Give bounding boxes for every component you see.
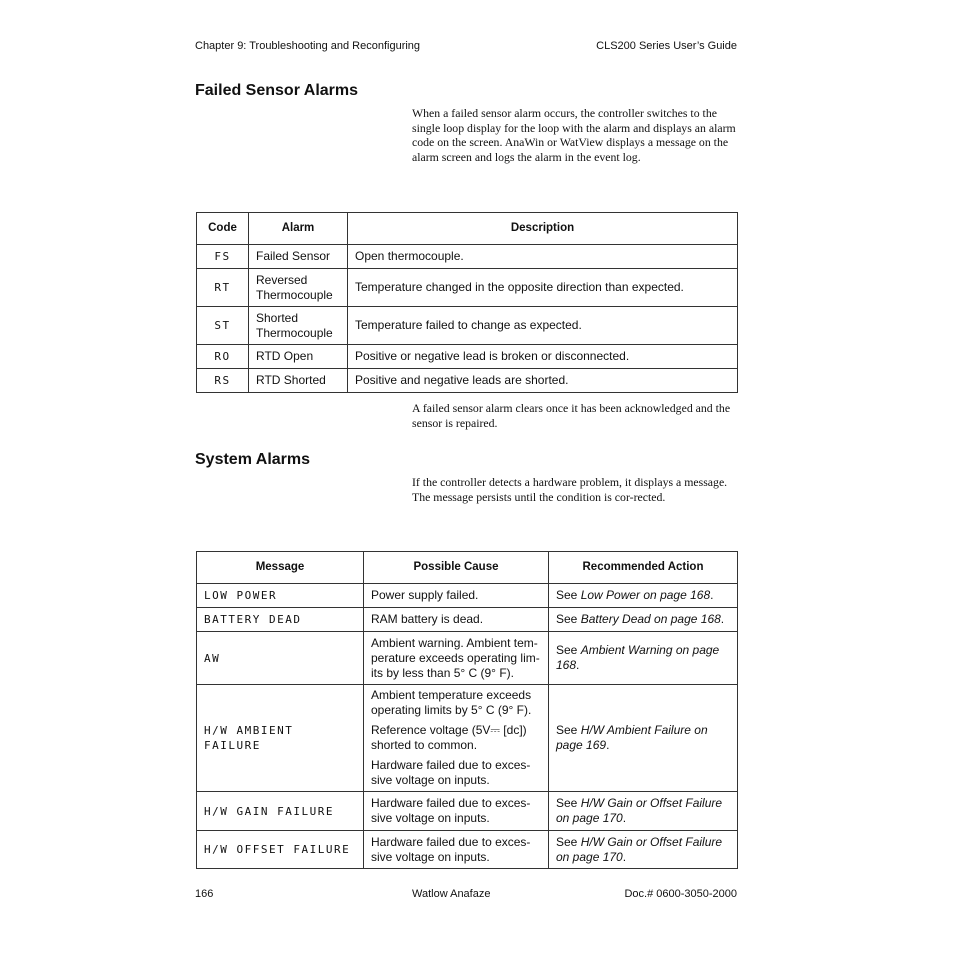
alarm-name: Failed Sensor [249, 245, 348, 269]
cross-reference-link[interactable]: H/W Ambient Failure on page 169 [556, 723, 708, 752]
alarm-name: RTD Open [249, 345, 348, 369]
table-row [197, 685, 738, 792]
running-header-guide: CLS200 Series User’s Guide [596, 40, 737, 52]
table-row [197, 369, 738, 393]
column-header: Possible Cause [364, 552, 549, 584]
alarm-name: Shorted Thermocouple [249, 307, 348, 345]
cross-reference-link[interactable]: H/W Gain or Offset Failure on page 170 [556, 834, 723, 864]
footer-doc-number: Doc.# 0600-3050-2000 [624, 888, 737, 900]
cross-reference-link[interactable]: Ambient Warning on page 168 [556, 643, 720, 672]
table-row [197, 269, 738, 307]
recommended-action: See Ambient Warning on page 168. [549, 632, 738, 685]
table-row [197, 307, 738, 345]
system-alarms-intro: If the controller detects a hardware problem, it displays a message. The message persists until the condition is cor-rected. [412, 475, 728, 504]
alarm-message: BATTERY DEAD [197, 608, 364, 632]
recommended-action: See H/W Ambient Failure on page 169. [549, 685, 738, 792]
alarm-message: H/W GAIN FAILURE [197, 792, 364, 831]
system-alarms-table [196, 551, 738, 869]
alarm-code: RT [197, 269, 249, 307]
alarm-description: Open thermocouple. [348, 245, 738, 269]
column-header: Alarm [249, 213, 348, 245]
table-row [197, 608, 738, 632]
alarm-description: Temperature failed to change as expected. [348, 307, 738, 345]
possible-cause: RAM battery is dead. [364, 608, 549, 632]
column-header: Code [197, 213, 249, 245]
alarm-message: H/W OFFSET FAILURE [197, 831, 364, 869]
alarm-code: RS [197, 369, 249, 393]
alarm-message: LOW POWER [197, 584, 364, 608]
section-title-failed-sensor: Failed Sensor Alarms [195, 82, 359, 99]
column-header: Description [348, 213, 738, 245]
possible-cause: Hardware failed due to exces-sive voltage on inputs. [364, 792, 549, 831]
table-row [197, 792, 738, 831]
cross-reference-link[interactable]: H/W Gain or Offset Failure on page 170 [556, 796, 723, 825]
page-number: 166 [195, 888, 214, 900]
failed-sensor-clear-note: A failed sensor alarm clears once it has been acknowledged and the sensor is repaired. [412, 401, 731, 430]
alarm-description: Positive or negative lead is broken or disconnected. [348, 345, 738, 369]
recommended-action: See H/W Gain or Offset Failure on page 170. [549, 831, 738, 869]
footer-company: Watlow Anafaze [412, 888, 491, 900]
column-header: Message [197, 552, 364, 584]
alarm-code: ST [197, 307, 249, 345]
table-header-row [197, 213, 738, 245]
recommended-action: See H/W Gain or Offset Failure on page 170. [549, 792, 738, 831]
possible-cause: Hardware failed due to exces-sive voltage on inputs. [364, 831, 549, 869]
cross-reference-link[interactable]: Battery Dead on page 168 [580, 612, 721, 626]
possible-cause: Ambient warning. Ambient tem-perature exceeds operating lim-its by less than 5° C (9° F). [364, 632, 549, 685]
alarm-name: RTD Shorted [249, 369, 348, 393]
alarm-message: AW [197, 632, 364, 685]
alarm-message: H/W AMBIENT FAILURE [197, 685, 364, 792]
table-row [197, 345, 738, 369]
table-row [197, 831, 738, 869]
table-row [197, 584, 738, 608]
running-header-chapter: Chapter 9: Troubleshooting and Reconfiguring [195, 40, 421, 52]
alarm-description: Temperature changed in the opposite direction than expected. [348, 269, 738, 307]
table-header-row [197, 552, 738, 584]
possible-cause: Power supply failed. [364, 584, 549, 608]
recommended-action: See Battery Dead on page 168. [549, 608, 738, 632]
cross-reference-link[interactable]: Low Power on page 168 [580, 588, 711, 602]
column-header: Recommended Action [549, 552, 738, 584]
failed-sensor-intro: When a failed sensor alarm occurs, the controller switches to the single loop display for the loop with the alarm and displays an alarm code on the screen. AnaWin or WatView displays a message on the alarm screen and logs the alarm in the event log. [412, 106, 736, 164]
alarm-name: Reversed Thermocouple [249, 269, 348, 307]
alarm-code: FS [197, 245, 249, 269]
recommended-action: See Low Power on page 168. [549, 584, 738, 608]
table-row [197, 245, 738, 269]
failed-sensor-table [196, 212, 738, 393]
alarm-code: RO [197, 345, 249, 369]
table-row [197, 632, 738, 685]
alarm-description: Positive and negative leads are shorted. [348, 369, 738, 393]
section-title-system-alarms: System Alarms [195, 451, 311, 468]
possible-cause: Ambient temperature exceeds operating limits by 5° C (9° F). Reference voltage (5V⎓ [dc]) shorted to common. Hardware failed due to exces-sive voltage on inputs. [364, 685, 549, 792]
